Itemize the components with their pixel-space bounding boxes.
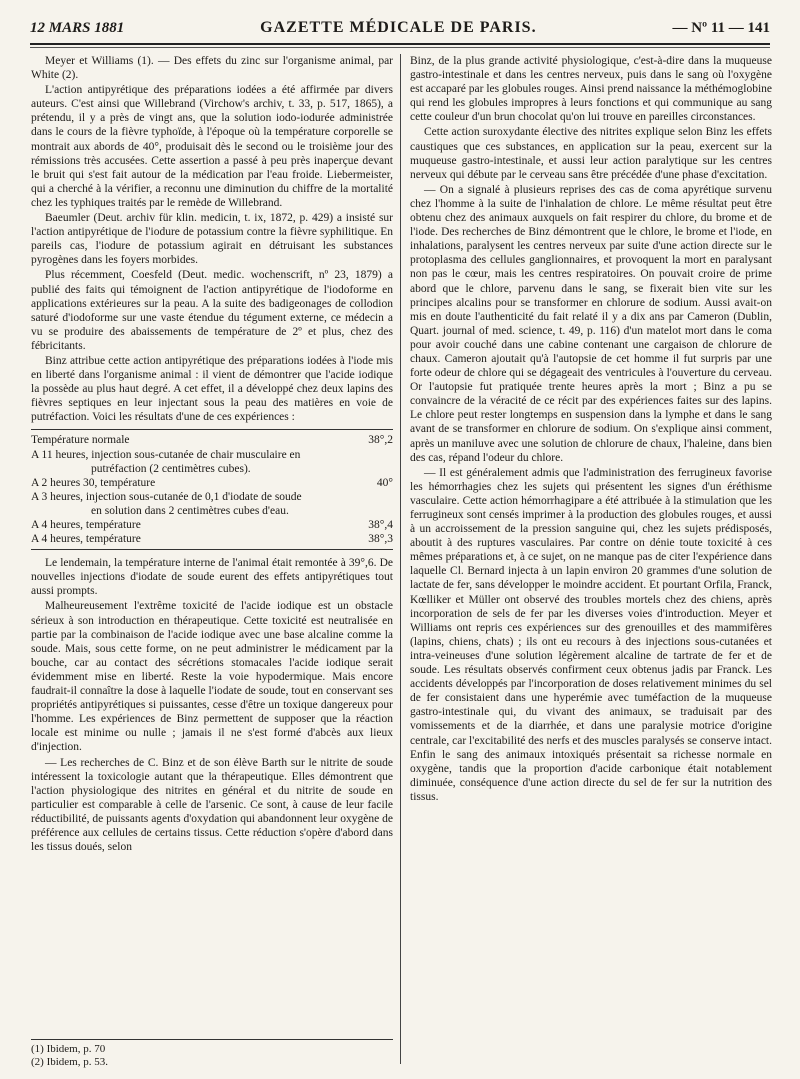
footnotes <box>31 1039 393 1069</box>
table-value: 38°,3 <box>368 533 393 546</box>
column-divider <box>400 54 401 1064</box>
table-label-text: A 3 heures, injection sous-cutanée de 0,1 d'iodate de soude <box>31 490 302 503</box>
header-rule-thin <box>30 47 770 48</box>
paragraph: Binz, de la plus grande activité physiologique, c'est-à-dire dans la muqueuse gastro-intestinale et dans les centres nerveux, puis dans le sang où l'oxygène est accaparé par les globules rouges. Ainsi prend naissance la méthémoglobine qui rend les globules impropres à leurs fonctions et qui communique au sang cette couleur d'un brun chocolat qu'on lui trouve en pareilles circonstances. <box>410 55 772 124</box>
table-value: 38°,4 <box>368 519 393 531</box>
paragraph: L'action antipyrétique des préparations iodées a été affirmée par divers auteurs. C'est ainsi que Willebrand (Virchow's archiv, t. 33, p. 517, 1865), a prétendu, il y a près de vingt ans, que la solution iodo-iodurée administrée dans le cours de la fièvre typhoïde, à l'époque où la température corporelle se montrait aux abords de 40°, produisait dès le second ou le troisième jour des rémissions très accusées. Cette assertion a passé à peu près inaperçue devant le bruit qui s'est fait autour de la médication par l'eau froide. Liebermeister, qui a cherché à la vérifier, a reconnu une diminution du chiffre de la mortalité chez les typhiques traités par le remède de Willebrand. <box>31 84 393 209</box>
paragraph: Baeumler (Deut. archiv für klin. medicin, t. ix, 1872, p. 429) a insisté sur l'action antipyrétique de l'iodure de potassium contre la fièvre syphilitique. En pareils cas, l'iodure de potassium agirait en détruisant les substances pyrogènes dans les foyers morbides. <box>31 212 393 267</box>
article-heading: Meyer et Williams (1). — Des effets du zinc sur l'organisme animal, par White (2). <box>31 55 393 82</box>
table-row <box>31 433 393 447</box>
table-label: Température normale <box>31 434 130 447</box>
experiment-table <box>31 429 393 550</box>
paragraph: Le lendemain, la température interne de l'animal était remontée à 39°,6. De nouvelles injections d'iodate de soude eurent des effets antipyrétiques tout aussi prompts. <box>31 557 393 598</box>
right-column <box>410 54 772 1069</box>
table-label: A 4 heures, température <box>31 533 141 546</box>
table-label-text: A 11 heures, injection sous-cutanée de chair musculaire en <box>31 448 301 461</box>
paragraph: Malheureusement l'extrême toxicité de l'acide iodique est un obstacle sérieux à son introduction en thérapeutique. Cette toxicité est neutralisée en partie par la combinaison de l'acide iodique avec une base alcaline comme la soude. Mais, sous cette forme, on ne peut administrer le médicament par la bouche, car au contact des sécrétions stomacales l'acide iodique serait évidemment mise en liberté. Reste la voie hypodermique. Mais encore faudrait-il connaître la dose à laquelle l'iodate de soude, tout en conservant ses propriétés antipyrétiques si puissantes, cesse d'être un toxique dangereux pour l'homme. Les expériences de Binz permettent de supposer que la réaction locale est minime ou nulle ; jamais il ne s'est formé d'abcès aux lieux d'injection. <box>31 600 393 754</box>
issue-date: 12 MARS 1881 <box>30 19 125 36</box>
page-number: — Nº 11 — 141 <box>672 19 770 36</box>
paragraph: — On a signalé à plusieurs reprises des cas de coma apyrétique survenu chez l'homme à la suite de l'inhalation de chlore. Le même résultat peut être obtenu chez des animaux auxquels on fait respirer du chlore, du brome et de l'iode. Des recherches de Binz démontrent que le chlore, le brome et l'iode, en inhalations, paralysent les centres nerveux par suite d'une action directe sur le protoplasma des cellules ganglionnaires, et provoquent la mort en paralysant non pas le cœur, mais les centres respiratoires. On pouvait croire de prime abord que le chlore, parvenu dans le sang, se fixerait bien vite sur les principes alcalins pour se transformer en chlorure de sodium. Aussi avait-on mis en doute l'authenticité du fait relaté il y a dix ans par Cameron (Dublin, Quart. journal of med. science, t. 49, p. 116) d'un matelot mort dans le coma pour avoir couché dans une cabine contenant une cargaison de chlorure de chaux. Cameron ajoutait qu'à l'autopsie de cet homme il fut surpris par une forte odeur de chlore qui se dégageait des ventricules à l'ouverture du cerveau. Or l'autopsie fut pratiquée trente heures après la mort ; Binz a pu se convaincre de la véracité de ce récit par des expériences faites sur des lapins. Le chlore peut rester longtemps en suspension dans la lymphe et dans le sang avant de se transformer en chlorure de sodium. On s'explique ainsi comment, après un maniluve avec une solution de chlorure de chaux, l'haleine, dans bien des cas, répand l'odeur du chlore. <box>410 183 772 464</box>
table-sub: putréfaction (2 centimètres cubes). <box>91 462 251 475</box>
left-column <box>31 54 393 1069</box>
table-row <box>31 518 393 532</box>
paragraph: Cette action suroxydante élective des nitrites explique selon Binz les effets caustiques que ces substances, en application sur la peau, exercent sur la muqueuse gastro-intestinale, et aussi leur action paralytique sur les centres nerveux qui débute par le cerveau sans être précédée d'une phase d'excitation. <box>410 126 772 181</box>
table-row <box>31 532 393 546</box>
header-rule <box>30 43 770 45</box>
journal-title: GAZETTE MÉDICALE DE PARIS. <box>260 19 537 36</box>
footnote: (1) Ibidem, p. 70 <box>31 1043 106 1055</box>
table-value: 38°,2 <box>368 434 393 447</box>
table-label: A 4 heures, température <box>31 519 141 531</box>
table-row <box>31 490 393 518</box>
paragraph: Binz attribue cette action antipyrétique des préparations iodées à l'iode mis en liberté dans l'organisme animal : il vient de démontrer que l'acide iodique la possède au plus haut degré. A cet effet, il a développé chez deux lapins des fièvres septiques en leur injectant sous la peau des matières en voie de putréfaction. Voici les résultats d'une de ces expériences : <box>31 354 393 424</box>
paragraph: — Il est généralement admis que l'administration des ferrugineux favorise les hémorrhagies chez les sujets qui présentent les signes d'un éréthisme vasculaire. Cette action hémorrhagipare a été attribuée à la stimulation que les ferrugineux sont censés imprimer à la production des globules rouges, et aussi à un accroissement de la pression sanguine qui, chez les sujets prédisposés, aboutit à des ruptures vasculaires. Par contre on dénie toute toxicité à ces mêmes préparations et, à ce sujet, on ne manque pas de citer l'expérience dans laquelle Cl. Bernard injecta à un lapin environ 20 grammes d'une solution de lactate de fer, sans développer le moindre accident. Et pourtant Orfila, Franck, Kœlliker et Müller ont observé des troubles mortels chez des chiens, après incorporation de sels de fer par les diverses voies d'introduction. Meyer et Williams ont repris ces expériences sur des grenouilles et des mammifères (lapins, chiens, chats) ; ils ont eu recours à des injections sous-cutanées et intra-veineuses d'une solution légèrement alcaline de tartrate de fer et de soude. Les résultats observés confirment ceux obtenus jadis par Franck. Les accidents développés par l'incorporation de doses relativement minimes du sel de fer consistaient dans une hyperémie avec tuméfaction de la muqueuse gastro-intestinale qui, du vivant des animaux, se traduisait par des vomissements et de la diarrhée, et dans une paralysie motrice d'origine centrale, car l'excitabilité des nerfs et des muscles paralysés se conserve intact. Enfin le sang des animaux intoxiqués présentait sa richesse normale en oxygène, tandis que la proportion d'acide carbonique était notablement diminuée, conséquence d'une action directe du sel de fer sur la nutrition des tissus. <box>410 466 772 803</box>
table-label: A 2 heures 30, température <box>31 476 156 489</box>
paragraph: Plus récemment, Coesfeld (Deut. medic. wochenscrift, nº 23, 1879) a publié des faits qui témoignent de l'action antipyrétique de l'iodoforme en applications extérieures sur la peau. A la suite des badigeonages de collodion saturé d'iodoforme sur une vaste étendue du tégument externe, ce médecin a vu se produire des abaissements de température de 2º et plus, chez des fébricitants. <box>31 269 393 352</box>
table-sub: en solution dans 2 centimètres cubes d'eau. <box>91 504 289 517</box>
table-row <box>31 476 393 490</box>
footnote: (2) Ibidem, p. 53. <box>31 1056 108 1068</box>
table-label <box>31 448 359 476</box>
table-row <box>31 448 393 476</box>
table-label <box>31 490 359 518</box>
table-value: 40° <box>376 476 393 489</box>
page-header <box>30 16 770 40</box>
paragraph: — Les recherches de C. Binz et de son élève Barth sur le nitrite de soude intéressent la toxicologie autant que la thérapeutique. Elles démontrent que l'action physiologique des nitrites en général et du nitrite de soude en particulier est comparable à celle de l'arsenic. Ce sont, à cause de leur facile réductibilité, de puissants agents d'oxydation qui abandonnent leur oxygène de préférence aux cellules de certains tissus. Cette réduction s'opère d'abord dans les tissus doués, selon <box>31 756 393 854</box>
